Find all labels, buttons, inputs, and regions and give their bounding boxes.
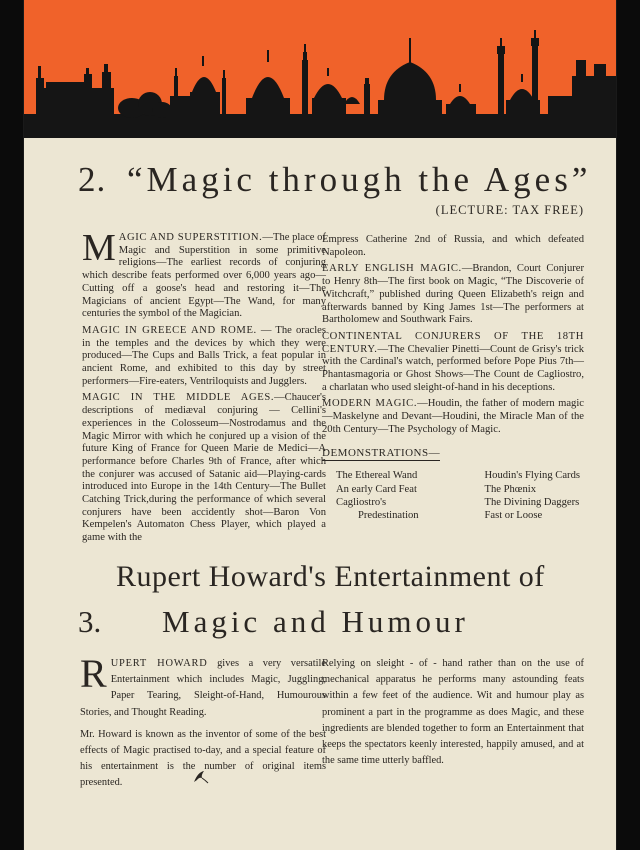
demonstration-item: An early Card Feat	[336, 483, 417, 495]
paragraph-heading: MAGIC IN THE MIDDLE AGES.	[82, 392, 275, 404]
paragraph-heading: MODERN MAGIC.	[322, 398, 418, 410]
demonstrations-right	[485, 469, 581, 523]
demonstration-item: Fast or Loose	[484, 510, 543, 522]
paragraph-modern-magic	[322, 398, 584, 436]
section3-title: Magic and Humour	[162, 604, 469, 639]
paragraph-text: Empress Catherine 2nd of Russia, and which defeated Napoleon.	[322, 234, 584, 258]
section3-number: 3.	[78, 604, 102, 639]
demonstrations-heading: DEMONSTRATIONS—	[322, 447, 440, 462]
paragraph-heading: EARLY ENGLISH MAGIC.	[322, 263, 462, 275]
drop-cap: M	[82, 227, 116, 269]
entertainment-right-column	[322, 656, 584, 775]
paragraph-heading: UPERT HOWARD	[110, 658, 208, 669]
paragraph-text: —Houdin, the father of modern magic—Maskelyne and Devant—Houdini, the Miracle Man of the 20th Century—The Psychology of Magic.	[322, 398, 584, 435]
demonstration-item: Cagliostro's	[336, 497, 387, 509]
paragraph-early-english	[322, 263, 584, 327]
paragraph-continental	[322, 331, 584, 395]
demonstrations-left	[336, 469, 419, 523]
paragraph-text: —Chaucer's descriptions of mediæval conjuring — Cellini's experiences in the Colosseum—Nostrodamus and the Magic Mirror with which he conjured up a vision of the future King of France for Queen Marie de Medici—A performance before Charles 9th of France, after which the conjurer was accused of Satanic aid—Playing-cards introduced into Europe in the 14th Century—The Bullet Catching Trick,during the performance of which several conjurers have been accidently shot—Baron Von Kempelen's Automaton Chess Player, which played a game with the	[82, 392, 326, 544]
paragraph-middle-ages	[82, 392, 326, 544]
paragraph-heading: MAGIC IN GREECE AND ROME.	[82, 324, 257, 336]
section3-heading-line2	[78, 604, 469, 640]
programme-page	[24, 0, 616, 850]
paragraph-continuation	[322, 234, 584, 259]
paragraph-text: —The Chevalier Pinetti—Count de Grisy's trick with the Cardinal's watch, performed before Pope Pius 7th—Phantasmagoria or Ghost Shows—The Count de Cagliostro, a charlatan who used sleight-of-hand in his deceptions.	[322, 343, 584, 393]
section2-title: “Magic through the Ages”	[127, 160, 592, 199]
lecture-left-column	[82, 227, 326, 549]
demonstrations-list	[322, 469, 584, 523]
section2-heading	[78, 160, 598, 200]
section3-heading-line1: Rupert Howard's Entertainment of	[116, 560, 545, 593]
paragraph-text: Mr. Howard is known as the inventor of some of the best effects of Magic practised to-day, and a special feature of his entertainment is the number of original items presented.	[80, 728, 326, 789]
section2-number: 2.	[78, 160, 107, 199]
paragraph-rupert-howard	[80, 651, 326, 721]
demonstration-item: The Phœnix	[484, 483, 536, 495]
fleuron-ornament-icon	[192, 768, 210, 786]
paragraph-text: gives a very versatile Entertainment which includes Magic, Juggling, Paper Tearing, Sleight-of-Hand, Humourous Stories, and Thought Reading.	[80, 658, 326, 718]
paragraph-text: —Brandon, Court Conjurer to Henry 8th—The first book on Magic, “The Discoverie of Witchcraft,” published during Queen Elizabeth's reign and afterwards banned by King James 1st—The performers at Bartholomew and Southwark Fairs.	[322, 263, 584, 326]
demonstration-item: The Ethereal Wand	[336, 470, 418, 482]
paragraph-magic-superstition	[82, 227, 326, 321]
paragraph-heading: CONTINENTAL CONJURERS OF THE 18TH CENTURY.	[322, 330, 584, 355]
demonstration-item: The Divining Daggers	[484, 497, 580, 509]
paragraph-text: Relying on sleight - of - hand rather than on the use of mechanical apparatus he performs many astounding feats within a few feet of the audience. Wit and humour play as prominent a part in the programme as does Magic, and these ingredients are blended together to form an Entertainment that keeps the spectators keenly interested, happily amused, and at the same time utterly baffled.	[322, 658, 584, 767]
section2-subtitle: (LECTURE: TAX FREE)	[435, 203, 584, 217]
lecture-right-column	[322, 234, 584, 523]
demonstration-item: Houdin's Flying Cards	[484, 470, 580, 482]
paragraph-heading: AGIC AND SUPERSTITION.	[118, 232, 263, 243]
oriental-skyline-silhouette	[24, 0, 616, 138]
paragraph-greece-rome	[82, 325, 326, 389]
drop-cap: R	[80, 651, 107, 696]
paragraph-sleight-of-hand	[322, 656, 584, 769]
demonstration-item: Predestination	[358, 510, 419, 522]
paragraph-text: — The oracles in the temples and the devices by which they were produced—The Cups and Balls Trick, a feat popular in ancient Rome, and exhibited to this day by street performers—Fire-eaters, Ventriloquists and Jugglers.	[82, 324, 326, 387]
skyline-banner	[24, 0, 616, 138]
paragraph-text: —The place of Magic and Superstition in some primitive religions—The earliest records of conjuring which describe feats performed over 6,000 years ago—Cutting off a goose's head and restoring it—The Magicians of ancient Egypt—The Wand, for many centuries the symbol of the Magician.	[82, 232, 326, 320]
